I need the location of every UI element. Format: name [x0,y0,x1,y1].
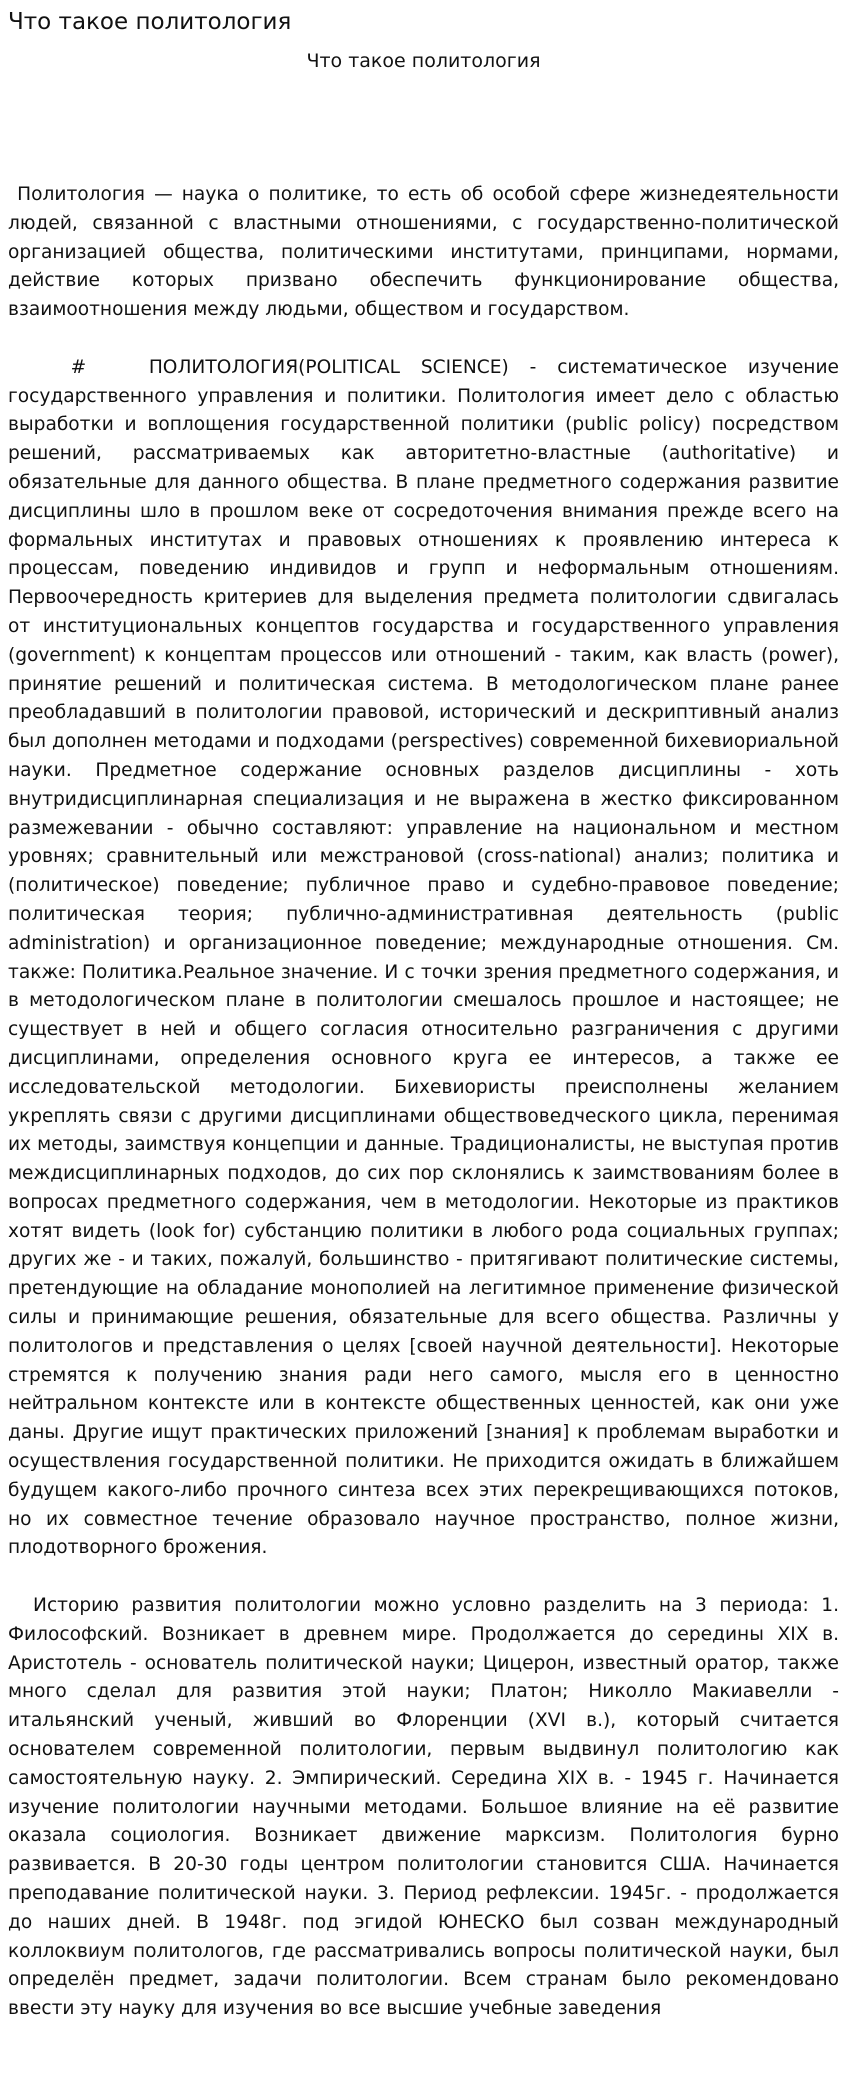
article-body [8,181,845,2024]
paragraph-history: Историю развития политологии можно условно разделить на 3 периода: 1. Философский. Возникает в древнем мире. Продолжается до середины XIX в. Аристотель - основатель политической науки; Цицерон, известный оратор, также много сделал для развития этой науки; Платон; Николло Макиавелли - итальянский ученый, живший во Флоренции (XVI в.), который считается основателем современной политологии, первым выдвинул политологию как самостоятельную науку. 2. Эмпирический. Середина XIX в. - 1945 г. Начинается изучение политологии научными методами. Большое влияние на её развитие оказала социология. Возникает движение марксизм. Политология бурно развивается. В 20-30 годы центром политологии становится США. Начинается преподавание политической науки. 3. Период рефлексии. 1945г. - продолжается до наших дней. В 1948г. под эгидой ЮНЕСКО был созван международный коллоквиум политологов, где рассматривались вопросы политической науки, был определён предмет, задачи политологии. Всем странам было рекомендовано ввести эту науку для изучения во все высшие учебные заведения [8,1595,845,2020]
paragraph-definition: Политология — наука о политике, то есть об особой сфере жизнедеятельности людей, связанной с властными отношениями, с государственно-политической организацией общества, политическими институтами, принципами, нормами, действие которых призвано обеспечить функционирование общества, взаимоотношения между людьми, обществом и государством. [8,184,845,321]
page-title: Что такое политология [8,9,292,35]
article-subtitle: Что такое политология [306,50,541,72]
paragraph-political-science: # ПОЛИТОЛОГИЯ(POLITICAL SCIENCE) - систематическое изучение государственного управления и политики. Политология имеет дело с областью выработки и воплощения государственной политики (public policy) посредством решений, рассматриваемых как авторитетно-властные (authoritative) и обязательные для данного общества. В плане предметного содержания развитие дисциплины шло в прошлом веке от сосредоточения внимания прежде всего на формальных институтах и правовых отношениях к проявлению интереса к процессам, поведению индивидов и групп и неформальным отношениям. Первоочередность критериев для выделения предмета политологии сдвигалась от институциональных концептов государства и государственного управления (government) к концептам процессов или отношений - таким, как власть (power), принятие решений и политическая система. В методологическом плане ранее преобладавший в политологии правовой, исторический и дескриптивный анализ был дополнен методами и подходами (perspectives) современной бихевиориальной науки. Предметное содержание основных разделов дисциплины - хоть внутридисциплинарная специализация и не выражена в жестко фиксированном размежевании - обычно составляют: управление на национальном и местном уровнях; сравнительный или межстрановой (cross-national) анализ; политика и (политическое) поведение; публичное право и судебно-правовое поведение; политическая теория; публично-административная деятельность (public administration) и организационное поведение; международные отношения. См. также: Политика.Реальное значение. И с точки зрения предметного содержания, и в методологическом плане в политологии смешалось прошлое и настоящее; не существует в ней и общего согласия относительно разграничения с другими дисциплинами, определения основного круга ее интересов, а также ее исследовательской методологии. Бихевиористы преисполнены желанием укреплять связи с другими дисциплинами обществоведческого цикла, перенимая их методы, заимствуя концепции и данные. Традиционалисты, не выступая против междисциплинарных подходов, до сих пор склонялись к заимствованиям более в вопросах предметного содержания, чем в методологии. Некоторые из практиков хотят видеть (look for) субстанцию политики в любого рода социальных группах; других же - и таких, пожалуй, большинство - притягивают политические системы, претендующие на обладание монополией на легитимное применение физической силы и принимающие решения, обязательные для всего общества. Различны у политологов и представления о целях [своей научной деятельности]. Некоторые стремятся к получению знания ради него самого, мысля его в ценностно нейтральном контексте или в контексте общественных ценностей, как они уже даны. Другие ищут практических приложений [знания] к проблемам выработки и осуществления государственной политики. Не приходится ожидать в ближайшем будущем какого-либо прочного синтеза всех этих перекрещивающихся потоков, но их совместное течение образовало научное пространство, полное жизни, плодотворного брожения. [8,356,845,1559]
